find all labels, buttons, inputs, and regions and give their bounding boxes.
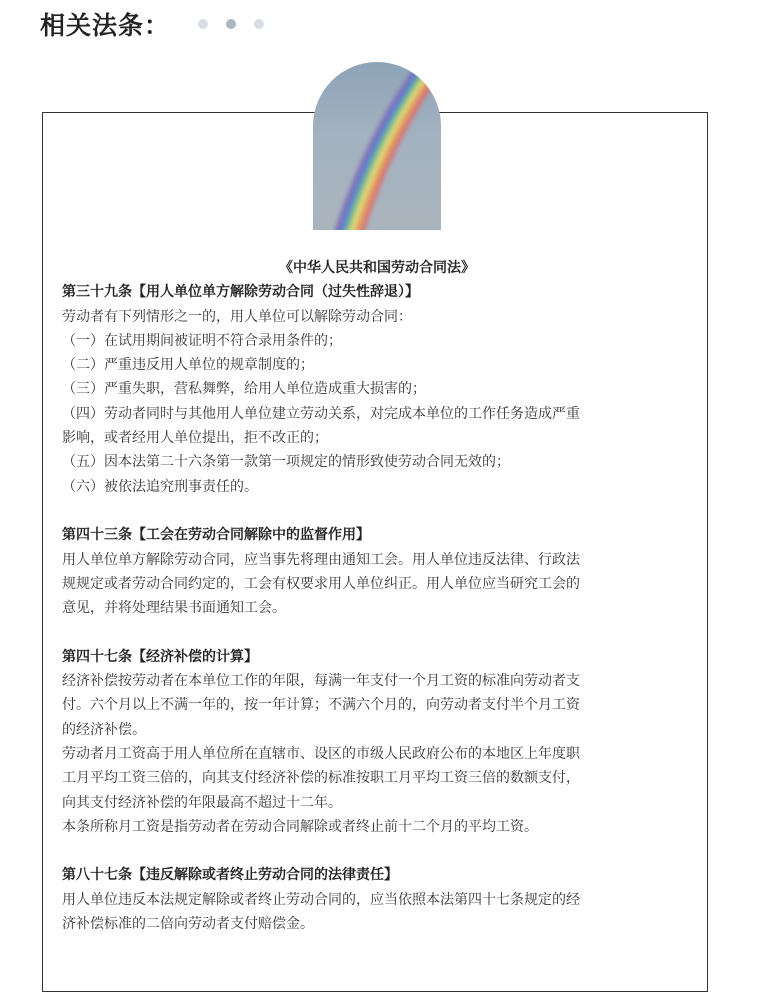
rainbow-image (313, 62, 441, 230)
article-gap (62, 839, 692, 863)
article-line: 的经济补偿。 (62, 721, 146, 738)
article-line: 向其支付经济补偿的年限最高不超过十二年。 (62, 794, 342, 811)
article-line: 劳动者月工资高于用人单位所在直辖市、设区的市级人民政府公布的本地区上年度职 (62, 745, 580, 762)
article-line: 用人单位违反本法规定解除或者终止劳动合同的，应当依照本法第四十七条规定的经 (62, 891, 580, 908)
decorative-dots (198, 19, 282, 29)
dot-2 (226, 19, 236, 29)
article-line: 本条所称月工资是指劳动者在劳动合同解除或者终止前十二个月的平均工资。 (62, 818, 538, 835)
law-text (62, 256, 692, 936)
article-line: 工月平均工资三倍的，向其支付经济补偿的标准按职工月平均工资三倍的数额支付， (62, 770, 580, 787)
article-line: 用人单位单方解除劳动合同，应当事先将理由通知工会。用人单位违反法律、行政法 (62, 551, 580, 568)
article-line: （一）在试用期间被证明不符合录用条件的； (62, 332, 342, 349)
rainbow-illustration (313, 62, 441, 230)
article-line: （五）因本法第二十六条第一款第一项规定的情形致使劳动合同无效的； (62, 454, 510, 471)
article-gap (62, 620, 692, 644)
article-line: 劳动者有下列情形之一的，用人单位可以解除劳动合同： (62, 308, 412, 325)
article-title: 第三十九条【用人单位单方解除劳动合同（过失性辞退）】 (62, 284, 419, 301)
article-line: 经济补偿按劳动者在本单位工作的年限，每满一年支付一个月工资的标准向劳动者支 (62, 673, 580, 690)
section-heading: 相关法条： (40, 11, 171, 40)
article-gap (62, 499, 692, 523)
article-title: 第八十七条【违反解除或者终止劳动合同的法律责任】 (62, 867, 398, 884)
article-2 (62, 523, 692, 620)
article-line: 付。六个月以上不满一年的，按一年计算；不满六个月的，向劳动者支付半个月工资 (62, 697, 580, 714)
article-3 (62, 645, 692, 839)
article-1 (62, 280, 692, 499)
article-line: 意见，并将处理结果书面通知工会。 (62, 600, 286, 617)
article-line: （四）劳动者同时与其他用人单位建立劳动关系，对完成本单位的工作任务造成严重 (62, 405, 580, 422)
article-4 (62, 863, 692, 936)
dot-1 (198, 19, 208, 29)
article-line: 影响，或者经用人单位提出，拒不改正的； (62, 430, 328, 447)
article-line: 济补偿标准的二倍向劳动者支付赔偿金。 (62, 916, 314, 933)
header (40, 6, 282, 42)
dot-3 (254, 19, 264, 29)
article-line: 规规定或者劳动合同约定的，工会有权要求用人单位纠正。用人单位应当研究工会的 (62, 575, 580, 592)
article-title: 第四十七条【经济补偿的计算】 (62, 648, 258, 665)
article-title: 第四十三条【工会在劳动合同解除中的监督作用】 (62, 527, 370, 544)
article-line: （六）被依法追究刑事责任的。 (62, 478, 258, 495)
law-title: 《中华人民共和国劳动合同法》 (279, 260, 475, 276)
article-line: （二）严重违反用人单位的规章制度的； (62, 357, 314, 374)
article-line: （三）严重失职，营私舞弊，给用人单位造成重大损害的； (62, 381, 426, 398)
